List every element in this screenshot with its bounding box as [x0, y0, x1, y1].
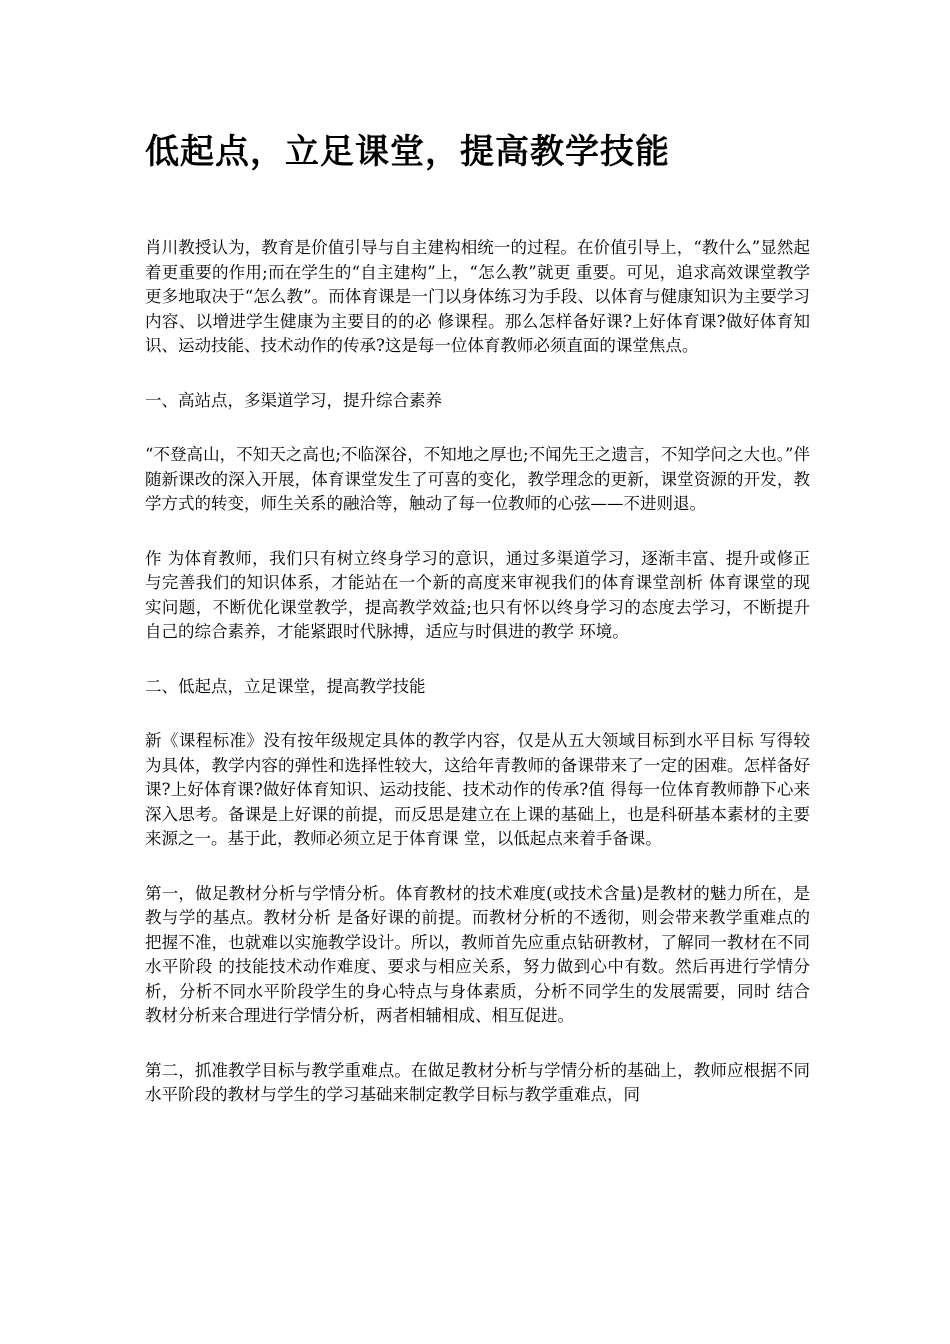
body-paragraph: “不登高山，不知天之高也;不临深谷，不知地之厚也;不闻先王之遗言，不知学问之大也。”伴随新课改的深入开展，体育课堂发生了可喜的变化，教学理念的更新，课堂资源的开发，教学方式的转变，师生关系的融洽等，触动了每一位教师的心弦——不进则退。: [145, 445, 810, 513]
body-paragraph: 第二，抓准教学目标与教学重难点。在做足教材分析与学情分析的基础上，教师应根据不同水平阶段的教材与学生的学习基础来制定教学目标与教学重难点，同: [145, 1060, 810, 1104]
document-page: [145, 0, 810, 1138]
intro-paragraph: 肖川教授认为，教育是价值引导与自主建构相统一的过程。在价值引导上，“教什么”显然起着更重要的作用;而在学生的“自主建构”上，“怎么教”就更 重要。可见，追求高效课堂教学更多地取决于“怎么教”。而体育课是一门以身体练习为手段、以体育与健康知识为主要学习内容、以增进学生健康为主要目的的必 修课程。那么怎样备好课?上好体育课?做好体育知识、运动技能、技术动作的传承?这是每一位体育教师必须直面的课堂焦点。: [145, 238, 810, 355]
body-paragraph: 第一，做足教材分析与学情分析。体育教材的技术难度(或技术含量)是教材的魅力所在，是教与学的基点。教材分析 是备好课的前提。而教材分析的不透彻，则会带来教学重难点的把握不准，也就难以实施教学设计。所以，教师首先应重点钻研教材，了解同一教材在不同水平阶段 的技能技术动作难度、要求与相应关系，努力做到心中有数。然后再进行学情分析，分析不同水平阶段学生的身心特点与身体素质，分析不同学生的发展需要，同时 结合教材分析来合理进行学情分析，两者相辅相成、相互促进。: [145, 883, 810, 1025]
body-paragraph: 作 为体育教师，我们只有树立终身学习的意识，通过多渠道学习，逐渐丰富、提升或修正与完善我们的知识体系，才能站在一个新的高度来审视我们的体育课堂剖析 体育课堂的现实问题，不断优化课堂教学，提高教学效益;也只有怀以终身学习的态度去学习，不断提升自己的综合素养，才能紧跟时代脉搏，适应与时俱进的教学 环境。: [145, 548, 810, 641]
body-paragraph: 新《课程标准》没有按年级规定具体的教学内容，仅是从五大领域目标到水平目标 写得较为具体，教学内容的弹性和选择性较大，这给年青教师的备课带来了一定的困难。怎样备好课?上好体育课?做好体育知识、运动技能、技术动作的传承?值 得每一位体育教师静下心来深入思考。备课是上好课的前提，而反思是建立在上课的基础上，也是科研基本素材的主要来源之一。基于此，教师必须立足于体育课 堂，以低起点来着手备课。: [145, 731, 810, 848]
document-title: 低起点，立足课堂，提高教学技能: [145, 132, 670, 172]
section-heading-1: 一、高站点，多渠道学习，提升综合素养: [145, 390, 442, 410]
section-heading-2: 二、低起点，立足课堂，提高教学技能: [145, 676, 426, 696]
document-body: [145, 236, 810, 1108]
